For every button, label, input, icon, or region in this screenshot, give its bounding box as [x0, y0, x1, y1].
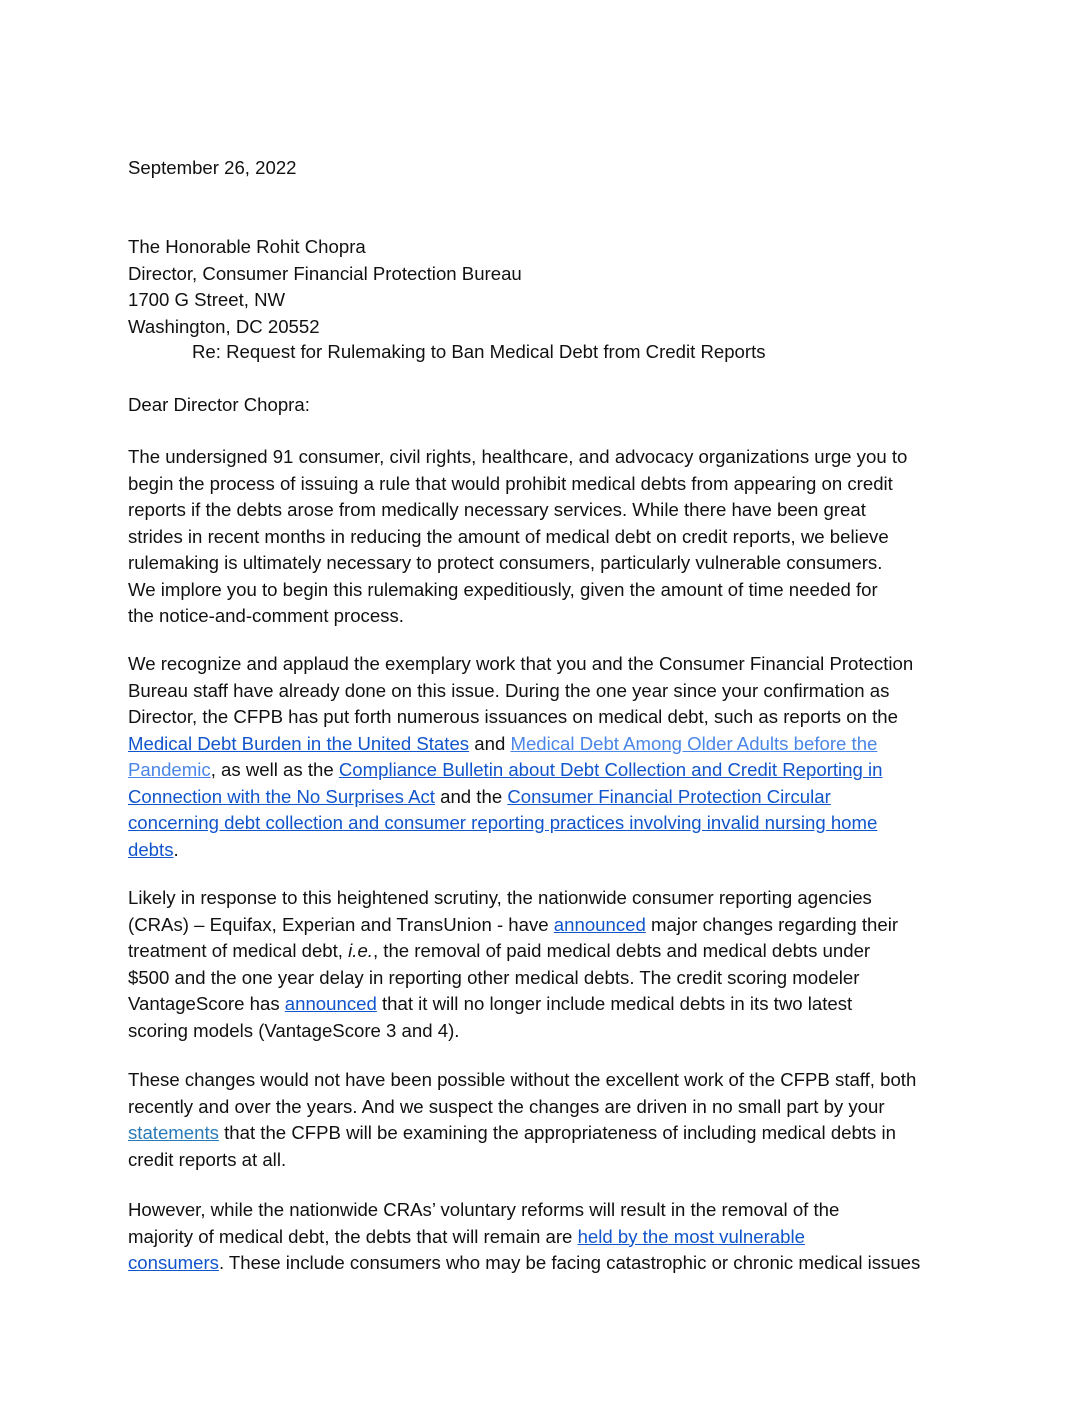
p2-line-2: Bureau staff have already done on this issue. During the one year since your confirmation as — [128, 679, 890, 701]
recipient-address — [128, 234, 974, 340]
link-held-by-vulnerable-part1[interactable]: held by the most vulnerable — [577, 1225, 805, 1247]
salutation — [128, 392, 974, 419]
p3-text-no-longer: that it will no longer include medical debts in its two latest — [376, 993, 853, 1014]
p1-line-5: rulemaking is ultimately necessary to protect consumers, particularly vulnerable consumers. — [128, 552, 883, 573]
subject-line — [192, 339, 1038, 366]
p2-line-7 — [128, 810, 974, 837]
paragraph-3 — [128, 885, 974, 1044]
p2-text-and: and — [469, 732, 511, 754]
paragraph-5 — [128, 1197, 974, 1277]
p2-line-3: Director, the CFPB has put forth numerous issuances on medical debt, such as reports on the — [128, 706, 898, 727]
p3-line-3 — [128, 938, 974, 965]
link-circular-part2[interactable]: concerning debt collection and consumer reporting practices involving invalid nursing home — [128, 812, 878, 833]
p2-text-and-the: and the — [434, 785, 508, 807]
re-text: Re: Request for Rulemaking to Ban Medical Debt from Credit Reports — [192, 341, 766, 362]
p2-line-4 — [128, 731, 974, 758]
p1-line-1: The undersigned 91 consumer, civil rights, healthcare, and advocacy organizations urge you to — [128, 446, 908, 467]
link-compliance-bulletin-part2[interactable]: Connection with the No Surprises Act — [128, 785, 435, 807]
letter-date — [128, 155, 974, 182]
link-statements[interactable]: statements — [128, 1122, 219, 1143]
p5-text-these-include: . These include consumers who may be facing catastrophic or chronic medical issues — [218, 1252, 921, 1273]
p1-line-7: the notice-and-comment process. — [128, 605, 404, 626]
address-line-2: Director, Consumer Financial Protection Bureau — [128, 262, 522, 284]
p4-line-4: credit reports at all. — [128, 1148, 287, 1170]
p5-line-1: However, while the nationwide CRAs’ voluntary reforms will result in the removal of the — [128, 1199, 840, 1220]
p2-line-6 — [128, 784, 974, 811]
link-older-adults-part1[interactable]: Medical Debt Among Older Adults before the — [510, 732, 878, 754]
link-circular-part1[interactable]: Consumer Financial Protection Circular — [507, 785, 831, 807]
p3-line-4: $500 and the one year delay in reporting other medical debts. The credit scoring modeler — [128, 966, 860, 988]
paragraph-1 — [128, 444, 974, 630]
address-line-4: Washington, DC 20552 — [128, 315, 320, 337]
p4-text-examining: that the CFPB will be examining the appropriateness of including medical debts in — [218, 1122, 896, 1143]
p4-line-3 — [128, 1120, 974, 1147]
p4-line-2: recently and over the years. And we suspect the changes are driven in no small part by your — [128, 1095, 885, 1117]
link-older-adults-part2[interactable]: Pandemic — [128, 759, 211, 780]
p3-text-major-changes: major changes regarding their — [645, 913, 899, 935]
p3-line-6: scoring models (VantageScore 3 and 4). — [128, 1019, 460, 1041]
link-compliance-bulletin-part1[interactable]: Compliance Bulletin about Debt Collection and Credit Reporting in — [338, 759, 883, 780]
p3-text-vantagescore: VantageScore has — [128, 993, 285, 1014]
p4-line-1: These changes would not have been possible without the excellent work of the CFPB staff, both — [128, 1069, 917, 1090]
link-announced-vantagescore[interactable]: announced — [284, 993, 377, 1014]
link-medical-debt-burden[interactable]: Medical Debt Burden in the United States — [128, 732, 470, 754]
p3-text-cras: (CRAs) – Equifax, Experian and TransUnion - have — [128, 913, 554, 935]
p2-line-5 — [128, 757, 974, 784]
p3-text-ie: i.e. — [348, 940, 373, 961]
p3-text-treatment: treatment of medical debt, — [128, 940, 349, 961]
p2-line-1: We recognize and applaud the exemplary work that you and the Consumer Financial Protection — [128, 653, 914, 674]
p1-line-6: We implore you to begin this rulemaking expeditiously, given the amount of time needed for — [128, 578, 878, 600]
p3-line-1: Likely in response to this heightened scrutiny, the nationwide consumer reporting agencies — [128, 887, 872, 908]
address-line-1: The Honorable Rohit Chopra — [128, 236, 366, 257]
salutation-text: Dear Director Chopra: — [128, 394, 310, 415]
p2-text-end: . — [173, 838, 179, 860]
p5-text-majority: majority of medical debt, the debts that will remain are — [128, 1225, 578, 1247]
p2-line-8 — [128, 837, 974, 864]
p2-text-as-well: , as well as the — [210, 759, 339, 780]
p5-line-2 — [128, 1224, 974, 1251]
date-text: September 26, 2022 — [128, 157, 297, 178]
address-line-3: 1700 G Street, NW — [128, 289, 286, 310]
paragraph-2 — [128, 651, 974, 863]
p1-line-4: strides in recent months in reducing the amount of medical debt on credit reports, we believe — [128, 525, 889, 547]
p5-line-3 — [128, 1250, 974, 1277]
link-announced-cras[interactable]: announced — [553, 913, 646, 935]
p1-line-2: begin the process of issuing a rule that would prohibit medical debts from appearing on credit — [128, 472, 893, 494]
p3-text-removal: , the removal of paid medical debts and medical debts under — [372, 940, 871, 961]
p3-line-5 — [128, 991, 974, 1018]
p1-line-3: reports if the debts arose from medically necessary services. While there have been great — [128, 499, 866, 520]
paragraph-4 — [128, 1067, 974, 1173]
link-circular-part3[interactable]: debts — [128, 838, 174, 860]
p3-line-2 — [128, 912, 974, 939]
link-held-by-vulnerable-part2[interactable]: consumers — [128, 1252, 219, 1273]
